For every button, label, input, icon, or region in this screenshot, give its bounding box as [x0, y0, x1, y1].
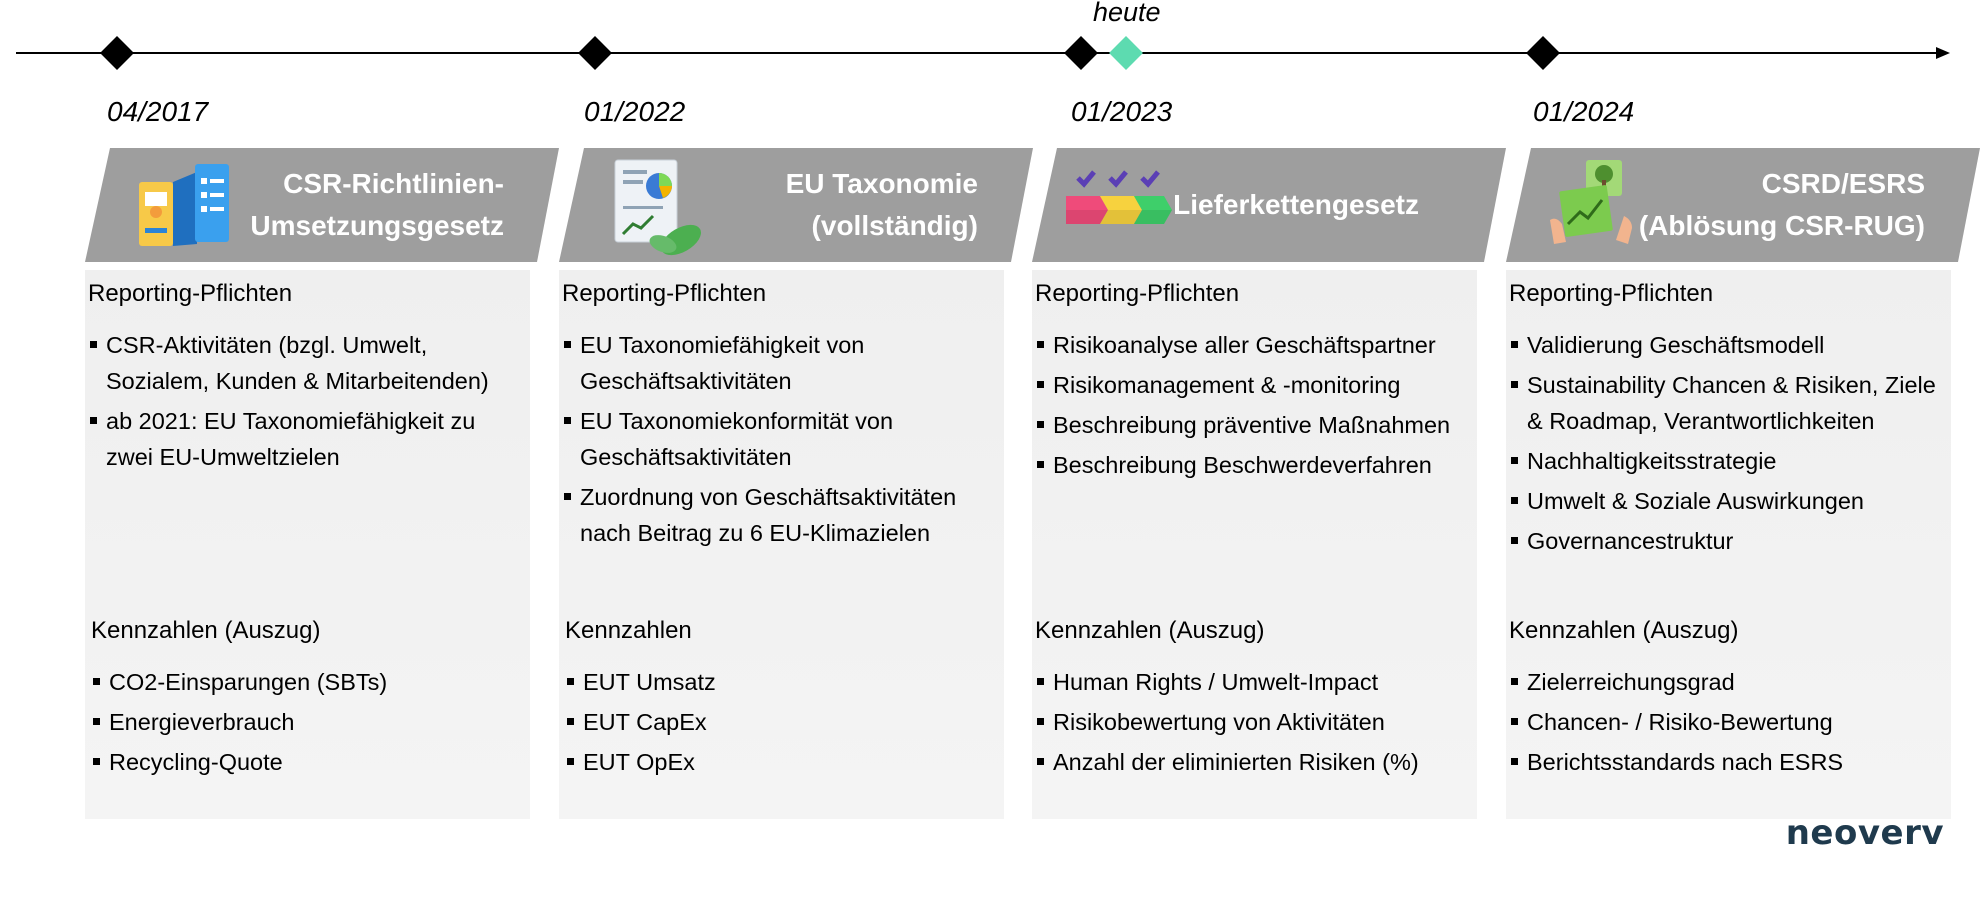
regulation-title: Lieferkettengesetz — [1173, 189, 1419, 220]
list-item: Beschreibung Beschwerdeverfahren — [1035, 447, 1475, 483]
kpi-heading: Kennzahlen (Auszug) — [1035, 617, 1265, 644]
regulation-banner — [559, 148, 1004, 262]
list-item: EU Taxonomiekonformität von Geschäftsaktivitäten — [562, 403, 1002, 475]
milestone-date: 01/2022 — [584, 96, 686, 127]
regulation-title: EU Taxonomie (vollständig) — [785, 168, 978, 241]
list-item: Nachhaltigkeitsstrategie — [1509, 443, 1949, 479]
regulation-banner — [1506, 148, 1951, 262]
reporting-heading: Reporting-Pflichten — [1509, 280, 1714, 307]
timeline-arrowhead — [1936, 47, 1950, 59]
regulation-card — [1032, 270, 1477, 819]
reporting-list — [562, 327, 1002, 555]
list-item: CSR-Aktivitäten (bzgl. Umwelt, Sozialem, Kunden & Mitarbeitenden) — [88, 327, 528, 399]
list-item: EUT Umsatz — [565, 664, 1005, 700]
milestone-marker-2024 — [1526, 36, 1560, 70]
reporting-list — [1509, 327, 1949, 563]
timeline — [0, 0, 1986, 80]
list-item: Recycling-Quote — [91, 744, 531, 780]
list-item: Sustainability Chancen & Risiken, Ziele & Roadmap, Verantwortlichkeiten — [1509, 367, 1949, 439]
milestone-marker-2017 — [100, 36, 134, 70]
list-item: CO2-Einsparungen (SBTs) — [91, 664, 531, 700]
list-item: EU Taxonomiefähigkeit von Geschäftsaktivitäten — [562, 327, 1002, 399]
regulation-title: CSRD/ESRS (Ablösung CSR-RUG) — [1638, 168, 1925, 241]
kpi-heading: Kennzahlen (Auszug) — [1509, 617, 1739, 644]
regulation-card — [1506, 270, 1951, 819]
document-folder-icon — [137, 158, 233, 255]
regulation-column-csrd-esrs — [1506, 148, 1951, 775]
regulation-title: CSR-Richtlinien- Umsetzungsgesetz — [250, 168, 504, 241]
list-item: Berichtsstandards nach ESRS — [1509, 744, 1949, 780]
list-item: Validierung Geschäftsmodell — [1509, 327, 1949, 363]
list-item: ab 2021: EU Taxonomiefähigkeit zu zwei EU-Umweltzielen — [88, 403, 528, 475]
list-item: Risikobewertung von Aktivitäten — [1035, 704, 1475, 740]
kpi-heading: Kennzahlen (Auszug) — [91, 617, 321, 644]
milestone-marker-2023 — [1064, 36, 1098, 70]
regulation-banner — [85, 148, 530, 262]
regulation-card — [85, 270, 530, 819]
list-item: Zielerreichungsgrad — [1509, 664, 1949, 700]
list-item: Governancestruktur — [1509, 523, 1949, 559]
list-item: EUT CapEx — [565, 704, 1005, 740]
regulation-column-csr-rug — [85, 148, 530, 775]
supply-chain-check-icon — [1064, 158, 1174, 255]
list-item: Umwelt & Soziale Auswirkungen — [1509, 483, 1949, 519]
kpi-list — [1509, 664, 1949, 784]
regulation-column-eu-taxonomie — [559, 148, 1004, 775]
today-marker — [1109, 36, 1143, 70]
report-leaf-icon — [611, 158, 711, 263]
kpi-heading: Kennzahlen — [565, 617, 692, 644]
list-item: Anzahl der eliminierten Risiken (%) — [1035, 744, 1475, 780]
regulation-card — [559, 270, 1004, 819]
kpi-list — [1035, 664, 1475, 784]
list-item: Risikoanalyse aller Geschäftspartner — [1035, 327, 1475, 363]
regulation-banner — [1032, 148, 1477, 262]
list-item: Risikomanagement & -monitoring — [1035, 367, 1475, 403]
reporting-list — [1035, 327, 1475, 487]
list-item: Zuordnung von Geschäftsaktivitäten nach Beitrag zu 6 EU-Klimazielen — [562, 479, 1002, 551]
kpi-list — [565, 664, 1005, 784]
reporting-heading: Reporting-Pflichten — [1035, 280, 1240, 307]
milestone-date: 04/2017 — [107, 96, 209, 127]
today-label: heute — [1093, 0, 1161, 27]
growth-chart-tree-icon — [1548, 158, 1638, 257]
list-item: Energieverbrauch — [91, 704, 531, 740]
list-item: Beschreibung präventive Maßnahmen — [1035, 407, 1475, 443]
list-item: Human Rights / Umwelt-Impact — [1035, 664, 1475, 700]
milestone-date: 01/2023 — [1071, 96, 1173, 127]
list-item: Chancen- / Risiko-Bewertung — [1509, 704, 1949, 740]
regulation-column-lieferkettengesetz — [1032, 148, 1477, 775]
milestone-marker-2022 — [578, 36, 612, 70]
reporting-list — [88, 327, 528, 479]
reporting-heading: Reporting-Pflichten — [562, 280, 767, 307]
milestone-date: 01/2024 — [1533, 96, 1635, 127]
list-item: EUT OpEx — [565, 744, 1005, 780]
kpi-list — [91, 664, 531, 784]
brand-logo: neoverv — [1785, 813, 1944, 853]
reporting-heading: Reporting-Pflichten — [88, 280, 293, 307]
